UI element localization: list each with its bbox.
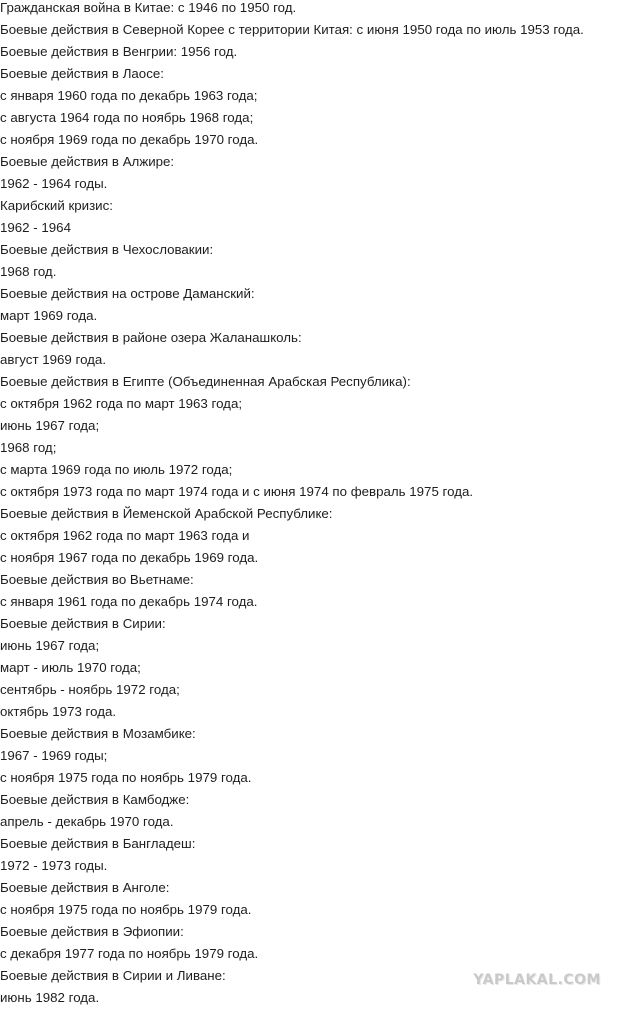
text-line: Боевые действия в районе озера Жаланашколь:	[0, 330, 302, 345]
text-line: Боевые действия в Сирии и Ливане:	[0, 968, 226, 983]
text-line: с ноября 1975 года по ноябрь 1979 года.	[0, 902, 252, 917]
text-line: сентябрь - ноябрь 1972 года;	[0, 682, 180, 697]
text-line: Боевые действия в Камбодже:	[0, 792, 190, 807]
text-line: с марта 1969 года по июль 1972 года;	[0, 462, 233, 477]
text-line: июнь 1967 года;	[0, 418, 100, 433]
text-line: Боевые действия в Бангладеш:	[0, 836, 196, 851]
text-line: март - июль 1970 года;	[0, 660, 141, 675]
text-line: июнь 1967 года;	[0, 638, 100, 653]
text-line: Боевые действия в Эфиопии:	[0, 924, 184, 939]
text-line: Боевые действия в Венгрии: 1956 год.	[0, 44, 238, 59]
text-line: апрель - декабрь 1970 года.	[0, 814, 174, 829]
site-watermark: YAPLAKAL.COM	[473, 972, 601, 988]
text-line: Боевые действия в Мозамбике:	[0, 726, 196, 741]
text-line: с ноября 1975 года по ноябрь 1979 года.	[0, 770, 252, 785]
text-line: 1967 - 1969 годы;	[0, 748, 108, 763]
text-line: с ноября 1969 года по декабрь 1970 года.	[0, 132, 259, 147]
text-line: 1968 год;	[0, 440, 57, 455]
text-line: Боевые действия в Лаосе:	[0, 66, 164, 81]
text-line: октябрь 1973 года.	[0, 704, 117, 719]
text-line: Боевые действия в Северной Корее с территории Китая: с июня 1950 года по июль 1953 года.	[0, 22, 584, 37]
text-line: Карибский кризис:	[0, 198, 113, 213]
text-line: с октября 1962 года по март 1963 года и	[0, 528, 250, 543]
text-line: август 1969 года.	[0, 352, 107, 367]
text-line: 1962 - 1964	[0, 220, 71, 235]
text-line: с октября 1973 года по март 1974 года и с июня 1974 по февраль 1975 года.	[0, 484, 474, 499]
text-line: Боевые действия в Анголе:	[0, 880, 170, 895]
text-line: Гражданская война в Китае: с 1946 по 1950 год.	[0, 0, 297, 15]
text-line: Боевые действия в Египте (Объединенная Арабская Республика):	[0, 374, 411, 389]
text-line: Боевые действия в Алжире:	[0, 154, 175, 169]
text-line: 1962 - 1964 годы.	[0, 176, 108, 191]
text-line: Боевые действия в Чехословакии:	[0, 242, 214, 257]
text-line: 1968 год.	[0, 264, 57, 279]
text-line: Боевые действия в Йеменской Арабской Республике:	[0, 506, 333, 521]
text-line: Боевые действия на острове Даманский:	[0, 286, 255, 301]
text-line: с января 1961 года по декабрь 1974 года.	[0, 594, 258, 609]
text-line: март 1969 года.	[0, 308, 98, 323]
text-line: с ноября 1967 года по декабрь 1969 года.	[0, 550, 259, 565]
text-line: с декабря 1977 года по ноябрь 1979 года.	[0, 946, 259, 961]
text-line: с октября 1962 года по март 1963 года;	[0, 396, 243, 411]
text-line: Боевые действия в Сирии:	[0, 616, 166, 631]
text-line: 1972 - 1973 годы.	[0, 858, 108, 873]
text-line: Боевые действия во Вьетнаме:	[0, 572, 194, 587]
text-line: с августа 1964 года по ноябрь 1968 года;	[0, 110, 254, 125]
text-line: с января 1960 года по декабрь 1963 года;	[0, 88, 258, 103]
text-line: июнь 1982 года.	[0, 990, 100, 1005]
